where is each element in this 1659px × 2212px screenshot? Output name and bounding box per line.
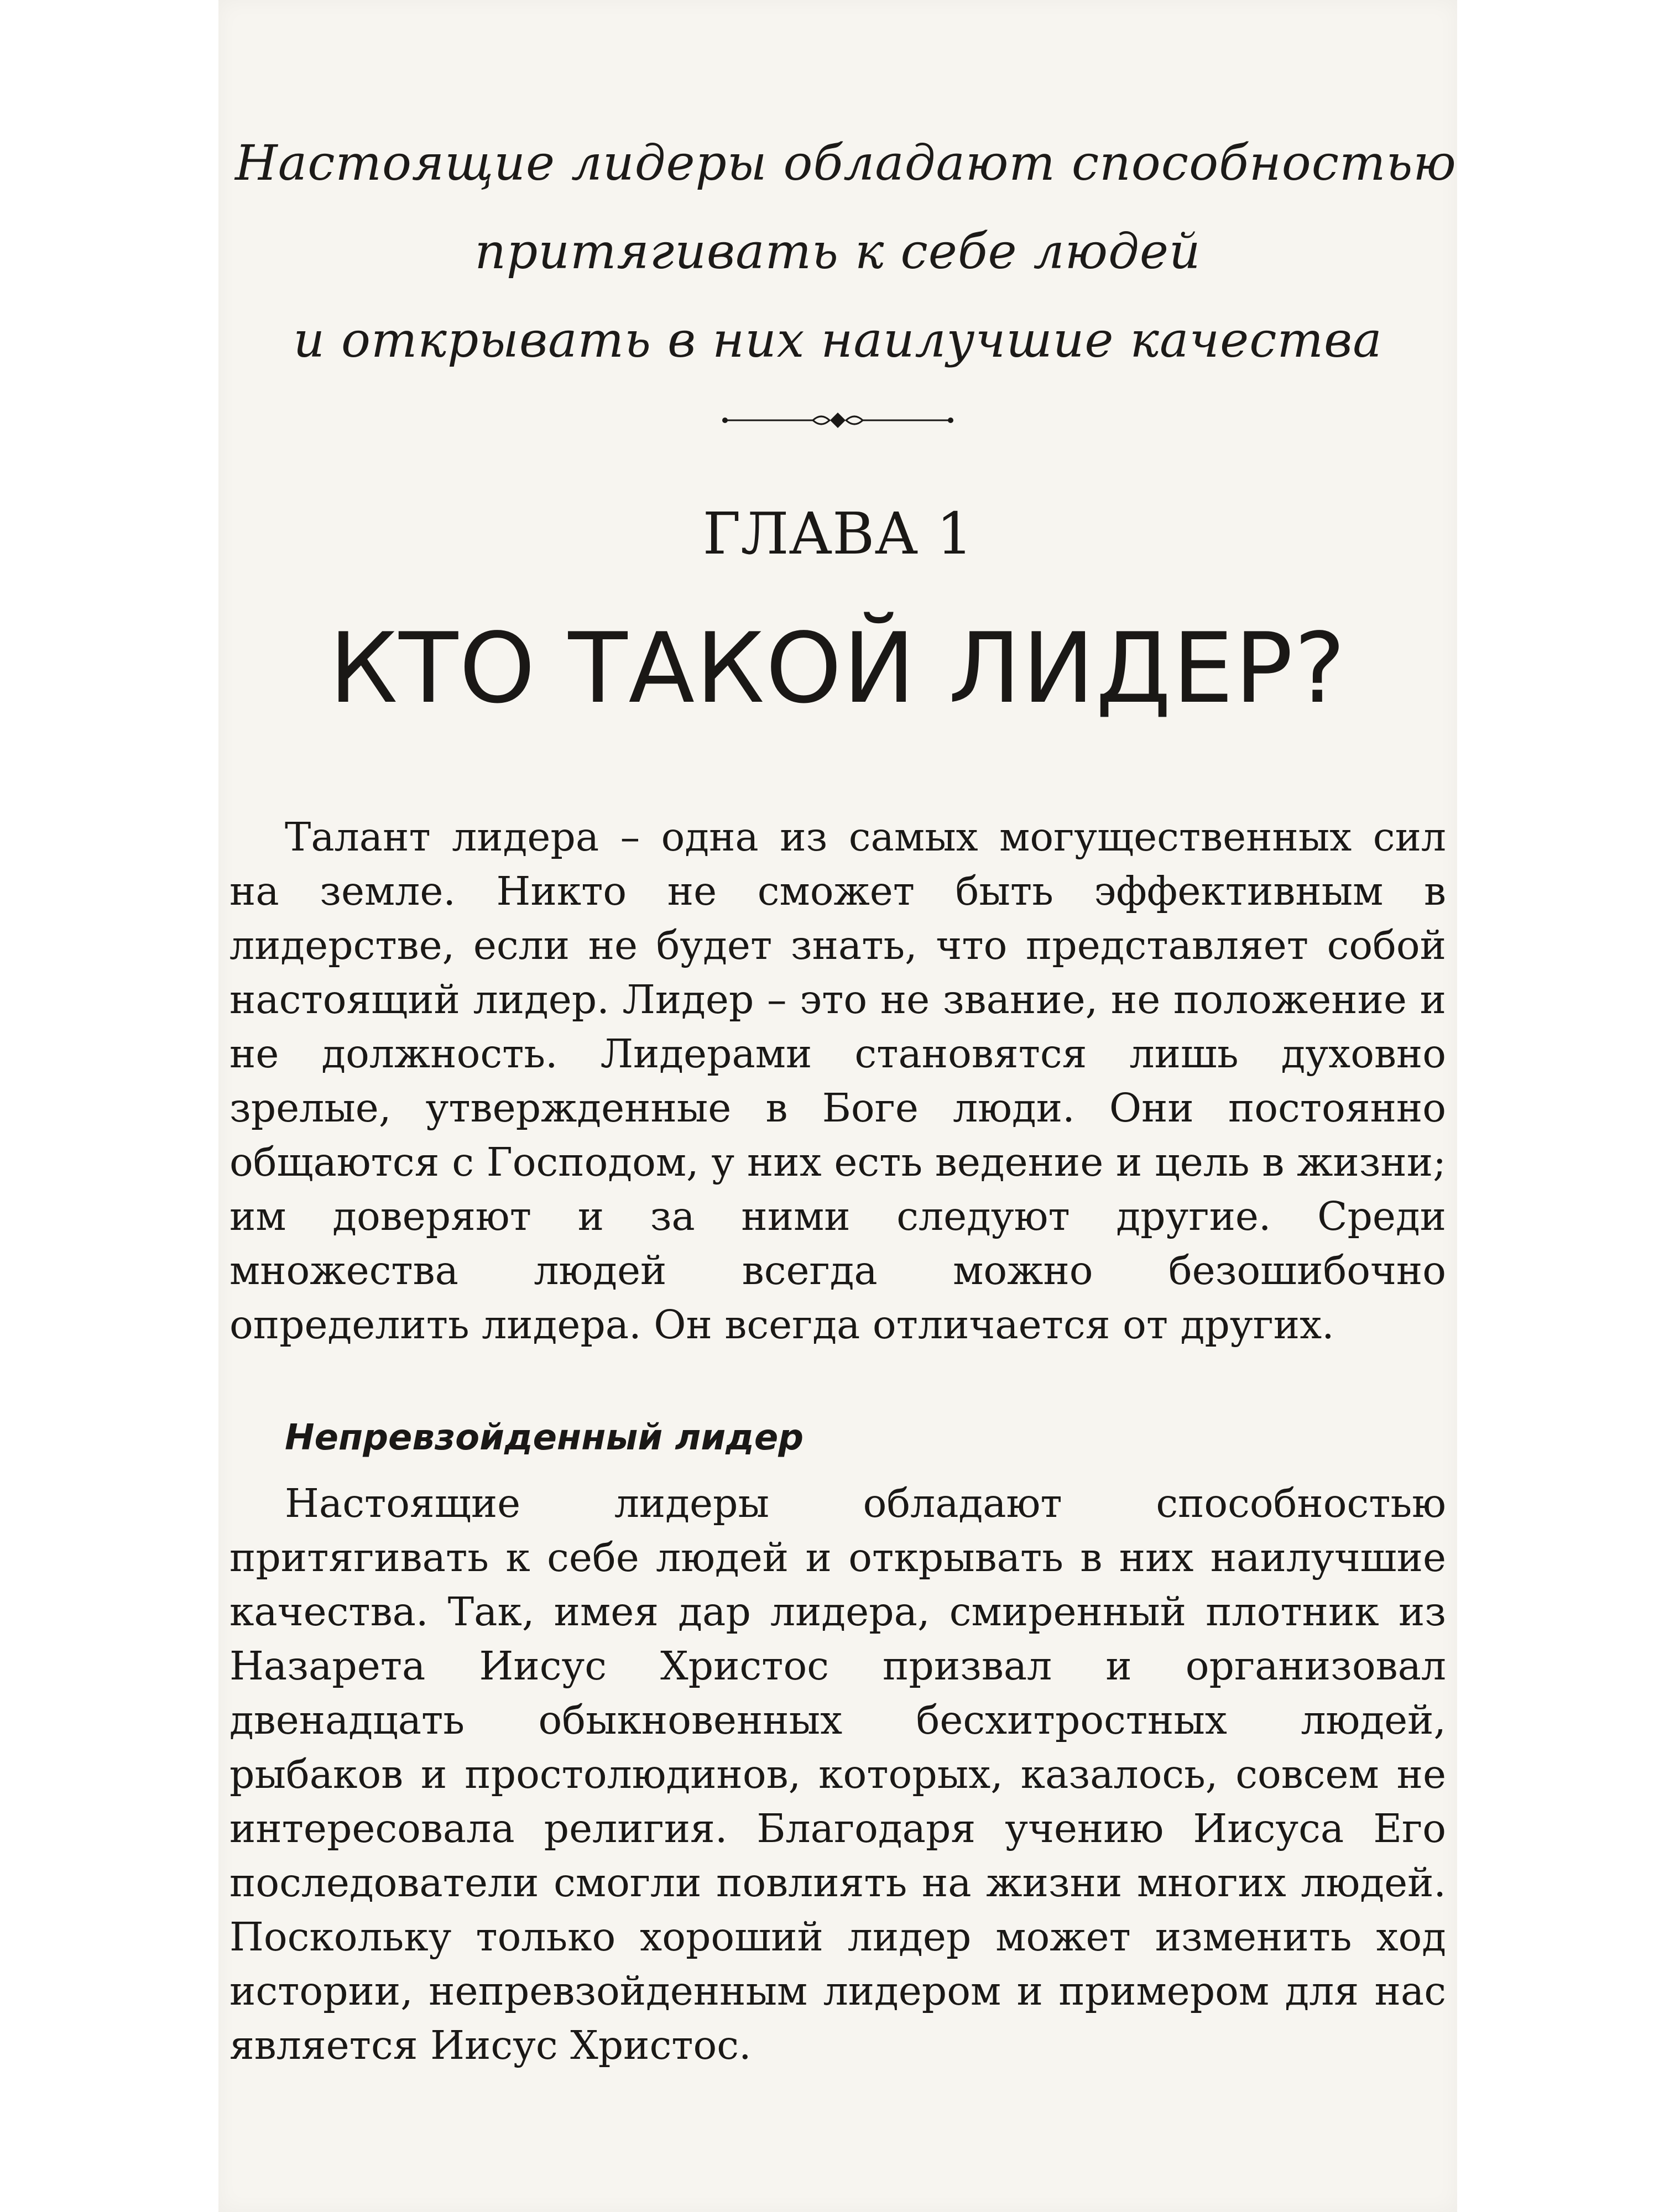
paragraph-section: Настоящие лидеры обладают способностью притягивать к себе людей и открывать в них наилучшие качества. Так, имея дар лидера, смиренный плотник из Назарета Иисус Христос призвал и организовал двенадцать обыкновенных бесхитростных людей, рыбаков и простолюдинов, которых, казалось, совсем не интересовала религия. Благодаря учению Иисуса Его последователи смогли повлиять на жизни многих людей. Поскольку только хороший лидер может изменить ход истории, непревзойденным лидером и примером для нас является Иисус Христос. xyxy=(229,1480,1446,2068)
epigraph-line-3: и открывать в них наилучшие качества xyxy=(293,311,1383,368)
epigraph xyxy=(235,119,1457,384)
section-subheading: Непревзойденный лидер xyxy=(285,1417,804,1458)
chapter-title: КТО ТАКОЙ ЛИДЕР? xyxy=(329,613,1347,725)
paragraph-intro: Талант лидера – одна из самых могущественных сил на земле. Никто не сможет быть эффективным в лидерстве, если не будет знать, что представляет собой настоящий лидер. Лидер – это не звание, не положение и не должность. Лидерами становятся лишь духовно зрелые, утвержденные в Боге люди. Они постоянно общаются с Господом, у них есть ведение и цель в жизни; им доверяют и за ними следуют другие. Среди множества людей всегда можно безошибочно определить лидера. Он всегда отличается от других. xyxy=(229,814,1446,1348)
decorative-divider-icon xyxy=(716,409,959,431)
chapter-number: ГЛАВА 1 xyxy=(702,500,973,567)
epigraph-line-2: притягивать к себе людей xyxy=(474,223,1201,280)
book-page xyxy=(218,0,1457,2212)
epigraph-line-1: Настоящие лидеры обладают способностью xyxy=(235,134,1457,191)
